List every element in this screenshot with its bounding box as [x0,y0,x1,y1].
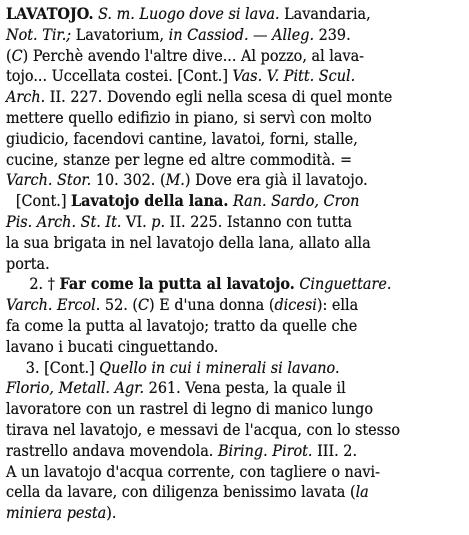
text-run: 2. † [29,274,60,294]
text-line [6,420,417,441]
text-line [6,254,417,275]
text-run: ) Dove era già il lavatojo. [184,170,368,190]
text-run: 10. 302. ( [91,170,166,190]
bold-text: Far come la putta al lavatojo. [59,274,295,294]
subentry-heading-line [6,191,417,212]
bold-text: Lavatojo della lana. [71,191,229,211]
italic-text: la [355,482,369,502]
text-run: 3. [Cont.] [25,357,100,377]
text-line [6,129,417,150]
text-line [6,66,417,87]
text-run: A un lavatojo d'acqua corrente, con tagliere o navi- [6,461,381,481]
text-line [6,378,417,399]
italic-text: Varch. Stor. [6,170,92,190]
italic-text: Not. Tir.; [6,24,72,44]
text-run: Lavatorium, [71,24,169,44]
italic-text: M. [165,170,185,190]
italic-text: C [11,45,23,65]
text-run: 52. ( [100,295,139,315]
text-run: la sua brigata in nel lavatojo della lana, allato alla [6,232,371,252]
italic-text: Cinguettare. [299,274,392,294]
text-line [6,170,417,191]
text-run: 239. [314,24,351,44]
italic-text: Biring. Pirot. [217,440,313,460]
text-run: 261. Vena pesta, la quale il [144,378,346,398]
bold-text: LAVATOJO. [6,4,94,23]
text-run: ): ella [316,295,359,315]
text-run: lavoratore con un rastrel di legno di manico lungo [6,399,373,419]
italic-text: Pis. Arch. St. It. [6,211,122,231]
italic-text: dicesi [274,295,317,315]
italic-text: Vas. V. Pitt. Scul. [232,66,356,86]
italic-text: Arch. [6,87,46,107]
sense-3-heading-line [6,358,417,379]
text-line [6,87,417,108]
text-run: cella da lavare, con diligenza benissimo lavata ( [6,482,356,502]
italic-text: Florio, Metall. Agr. [6,378,145,398]
text-run: tirava nel lavatojo, e messavi de l'acqua, con lo stesso [6,419,401,439]
text-line [6,150,417,171]
text-run: tojo... Uccellata costei. [Cont.] [6,66,233,86]
text-line [6,233,417,254]
italic-text: Quello in cui i minerali si lavano. [99,357,340,377]
text-run: ). [106,503,117,523]
text-run: III. 2. [312,440,358,460]
text-line [6,295,417,316]
italic-text: miniera pesta [6,503,107,523]
text-run: fa come la putta al lavatojo; tratto da quelle che [6,315,358,335]
text-run: II. 225. Istanno con tutta [165,211,352,231]
text-line [6,4,417,25]
text-line [6,212,417,233]
text-run: giudicio, facendovi cantine, lavatoi, forni, stalle, [6,128,358,148]
italic-text: Ran. Sardo, Cron [232,191,360,211]
text-run: VI. [121,211,152,231]
text-line [6,25,417,46]
italic-text: p. [151,211,166,231]
text-line [6,108,417,129]
italic-text: Varch. Ercol. [6,295,101,315]
italic-text: C [138,295,150,315]
text-line [6,46,417,67]
text-run: ) E d'una donna ( [149,295,275,315]
text-run: ( [6,45,12,65]
text-line [6,441,417,462]
text-line [6,482,417,503]
text-line [6,399,417,420]
text-run: mettere quello edifizio in piano, si servì con molto [6,107,372,127]
text-line [6,337,417,358]
italic-text: in Cassiod. — Alleg. [168,24,315,44]
text-run: II. 227. Dovendo egli nella scesa di quel monte [45,87,393,107]
sense-2-heading-line [6,274,417,295]
italic-text: S. m. Luogo dove si lava. [98,4,280,23]
text-line [6,316,417,337]
text-line [6,503,417,524]
text-run: ) Perchè avendo l'altre dive... Al pozzo, al lava- [22,45,365,65]
text-run: porta. [6,253,50,273]
text-line [6,462,417,483]
text-run: Lavandaria, [279,4,371,23]
text-run: cucine, stanze per legne ed altre commodità. = [6,149,353,169]
text-run: rastrello andava movendola. [6,440,218,460]
text-run: [Cont.] [15,191,72,211]
text-run: lavano i bucati cinguettando. [6,336,219,356]
